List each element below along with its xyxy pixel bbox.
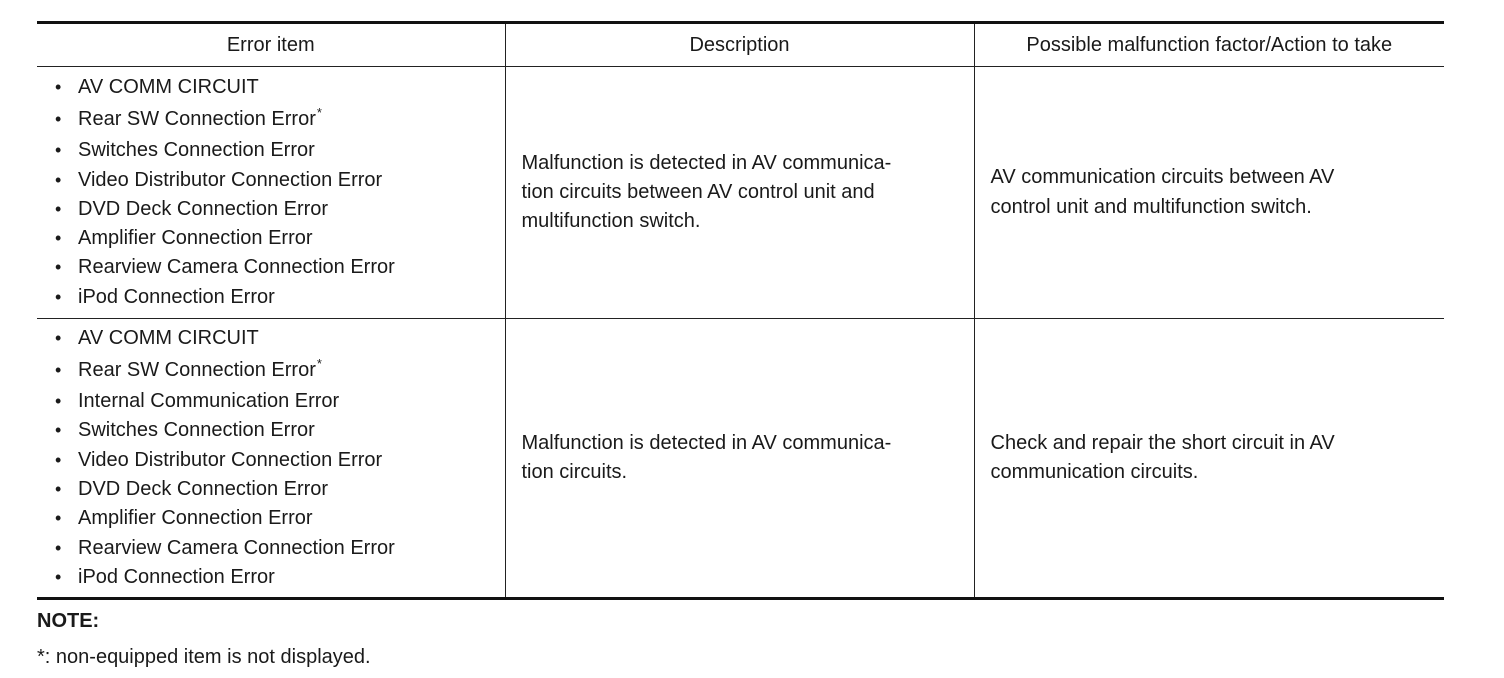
list-item: • Internal Communication Error — [53, 387, 489, 416]
list-item: • Video Distributor Connection Error — [53, 166, 489, 195]
header-error-item: Error item — [37, 23, 505, 67]
list-item: • Rear SW Connection Error* — [53, 353, 489, 387]
list-item: • Amplifier Connection Error — [53, 504, 489, 533]
table-row — [37, 319, 1444, 599]
action-cell — [974, 67, 1444, 319]
description-line: tion circuits. — [521, 461, 628, 483]
list-item: • Video Distributor Connection Error — [53, 446, 489, 475]
list-item: • AV COMM CIRCUIT — [53, 324, 489, 353]
error-item-list — [53, 73, 489, 312]
action-line: AV communication circuits between AV — [990, 166, 1335, 189]
list-item: • DVD Deck Connection Error — [53, 475, 489, 504]
description-cell — [505, 319, 974, 599]
note-text — [37, 642, 1444, 672]
note-title: NOTE: — [37, 610, 100, 632]
document-page — [37, 21, 1444, 672]
action-line: communication circuits. — [990, 461, 1199, 483]
list-item: • DVD Deck Connection Error — [53, 195, 489, 224]
list-item: • Amplifier Connection Error — [53, 224, 489, 253]
list-item: • Switches Connection Error — [53, 416, 489, 445]
error-table — [37, 21, 1444, 600]
action-line: Check and repair the short circuit in AV — [990, 431, 1335, 454]
note-section — [37, 606, 1444, 672]
list-item: • Rearview Camera Connection Error — [53, 253, 489, 282]
list-item: • Rearview Camera Connection Error — [53, 534, 489, 563]
description-line: Malfunction is detected in AV communica- — [521, 431, 892, 454]
list-item: • iPod Connection Error — [53, 563, 489, 592]
error-items-cell — [37, 319, 505, 599]
description-cell — [505, 67, 974, 319]
description-line: Malfunction is detected in AV communica- — [521, 151, 892, 174]
error-items-cell — [37, 67, 505, 319]
action-cell — [974, 319, 1444, 599]
list-item: • AV COMM CIRCUIT — [53, 73, 489, 102]
list-item: • Rear SW Connection Error* — [53, 102, 489, 136]
footnote-marker: * — [316, 356, 322, 372]
list-item: • iPod Connection Error — [53, 283, 489, 312]
note-star: * — [37, 646, 45, 668]
table-header-row — [37, 23, 1444, 67]
footnote-marker: * — [316, 105, 322, 121]
header-description: Description — [505, 23, 974, 67]
description-line: multifunction switch. — [521, 210, 701, 233]
note-description: : non-equipped item is not displayed. — [44, 646, 371, 668]
error-item-list — [53, 324, 489, 592]
list-item: • Switches Connection Error — [53, 136, 489, 165]
action-line: control unit and multifunction switch. — [990, 195, 1312, 218]
header-action: Possible malfunction factor/Action to take — [974, 23, 1444, 67]
description-line: tion circuits between AV control unit and — [521, 180, 875, 203]
table-row — [37, 67, 1444, 319]
